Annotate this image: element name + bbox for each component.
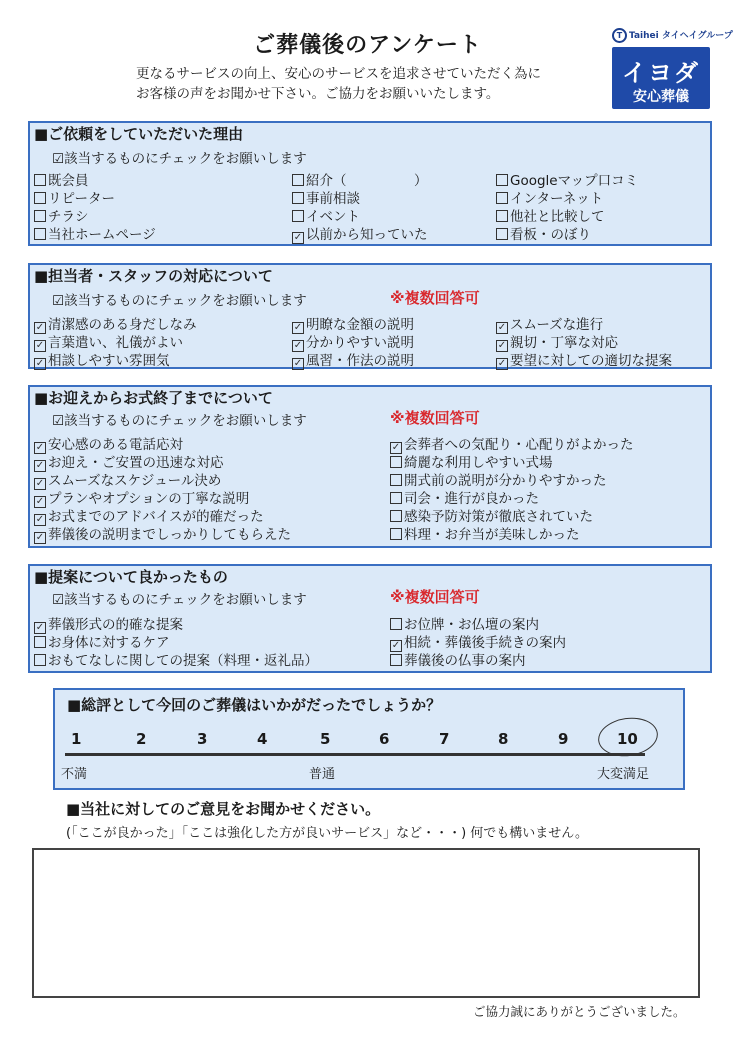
checkbox-icon: ✓ (35, 622, 45, 633)
checkbox-item[interactable]: ✓ 明瞭な金額の説明 (293, 317, 414, 333)
checkbox-item[interactable]: ✓ 風習・作法の説明 (293, 353, 414, 369)
checkbox-icon: ✓ (497, 358, 507, 369)
checkbox-item[interactable]: お位牌・お仏壇の案内 (390, 613, 539, 633)
checkbox-icon (34, 210, 46, 222)
checkbox-item[interactable]: 看板・のぼり (496, 223, 591, 243)
section-ceremony (28, 385, 712, 548)
checkbox-item[interactable]: 紹介（ ） (292, 169, 428, 189)
section-staff (28, 263, 712, 369)
rating-option[interactable]: 2 (136, 730, 147, 748)
checkbox-item[interactable]: 料理・お弁当が美味しかった (390, 523, 580, 543)
section-instruction: ☑該当するものにチェックをお願いします (52, 592, 307, 608)
rating-label-high: 大変満足 (597, 767, 650, 782)
intro-text (136, 64, 541, 104)
checkbox-icon (34, 636, 46, 648)
checkbox-item[interactable]: ✓ 会葬者への気配り・心配りがよかった (391, 437, 634, 453)
multiple-answers-note: ※複数回答可 (390, 588, 480, 606)
checkbox-icon: ✓ (391, 442, 401, 453)
checkbox-icon (292, 192, 304, 204)
checkbox-icon: ✓ (35, 460, 45, 471)
checkbox-icon (496, 228, 508, 240)
logo-box (612, 47, 710, 109)
checkbox-item[interactable]: ✓ 要望に対しての適切な提案 (497, 353, 672, 369)
checkbox-item[interactable]: ✓ お式までのアドバイスが的確だった (35, 509, 264, 525)
checkbox-item[interactable]: お身体に対するケア (34, 631, 170, 651)
logo-group-label: T Taihei タイヘイグループ (612, 28, 712, 43)
thanks-message: ご協力誠にありがとうございました。 (473, 1004, 686, 1019)
checkbox-icon: ✓ (35, 340, 45, 351)
checkbox-item[interactable]: リピーター (34, 187, 115, 207)
rating-option[interactable]: 7 (439, 730, 450, 748)
rating-option[interactable]: 9 (558, 730, 569, 748)
checkbox-icon (496, 174, 508, 186)
checkbox-icon (390, 510, 402, 522)
logo-sub-text: 安心葬儀 (633, 89, 689, 105)
checkbox-icon: ✓ (293, 232, 303, 243)
rating-label-low: 不満 (61, 767, 88, 782)
checkbox-icon (390, 456, 402, 468)
section-instruction: ☑該当するものにチェックをお願いします (52, 413, 307, 429)
checkbox-icon (390, 618, 402, 630)
checkbox-icon (390, 654, 402, 666)
rating-option[interactable]: 10 (617, 730, 638, 748)
checkbox-item[interactable]: ✓ 相続・葬儀後手続きの案内 (391, 635, 566, 651)
intro-line-1: 更なるサービスの向上、安心のサービスを追求させていただく為に (136, 66, 541, 82)
checkbox-icon (390, 474, 402, 486)
section-reason (28, 121, 712, 246)
checkbox-icon: ✓ (497, 322, 507, 333)
checkbox-item[interactable]: ✓ 清潔感のある身だしなみ (35, 317, 197, 333)
company-logo (612, 28, 733, 110)
checkbox-item[interactable]: 開式前の説明が分かりやすかった (390, 469, 607, 489)
opinion-textarea[interactable] (32, 848, 700, 998)
checkbox-item[interactable]: 葬儀後の仏事の案内 (390, 649, 526, 669)
checkbox-icon (496, 210, 508, 222)
checkbox-icon (390, 492, 402, 504)
taihei-mark-icon: T (612, 28, 627, 43)
checkbox-icon: ✓ (497, 340, 507, 351)
rating-option[interactable]: 4 (257, 730, 268, 748)
rating-option[interactable]: 1 (71, 730, 82, 748)
checkbox-item[interactable]: ✓ 以前から知っていた (293, 227, 428, 243)
checkbox-item[interactable]: 事前相談 (292, 187, 360, 207)
rating-option[interactable]: 3 (197, 730, 208, 748)
checkbox-icon (292, 210, 304, 222)
checkbox-item[interactable]: 他社と比較して (496, 205, 605, 225)
checkbox-item[interactable]: ✓ スムーズなスケジュール決め (35, 473, 222, 489)
checkbox-item[interactable]: イベント (292, 205, 360, 225)
checkbox-item[interactable]: おもてなしに関しての提案（料理・返礼品） (34, 649, 318, 669)
checkbox-item[interactable]: 当社ホームページ (34, 223, 156, 243)
checkbox-item[interactable]: ✓ 分かりやすい説明 (293, 335, 414, 351)
checkbox-item[interactable]: ✓ プランやオプションの丁寧な説明 (35, 491, 250, 507)
checkbox-icon (390, 528, 402, 540)
checkbox-item[interactable]: ✓ 親切・丁寧な対応 (497, 335, 618, 351)
checkbox-icon: ✓ (293, 322, 303, 333)
checkbox-item[interactable]: 既会員 (34, 169, 89, 189)
checkbox-item[interactable]: ✓ 葬儀後の説明までしっかりしてもらえた (35, 527, 291, 543)
section-heading: ■お迎えからお式終了までについて (34, 389, 273, 407)
intro-line-2: お客様の声をお聞かせ下さい。ご協力をお願いいたします。 (136, 86, 500, 102)
checkbox-icon: ✓ (293, 358, 303, 369)
overall-rating-section (53, 688, 685, 790)
section-heading: ■担当者・スタッフの対応について (34, 267, 273, 285)
logo-main-text: イヨダ (622, 59, 700, 87)
checkbox-icon: ✓ (35, 478, 45, 489)
checkbox-item[interactable]: チラシ (34, 205, 89, 225)
checkbox-item[interactable]: 感染予防対策が徹底されていた (390, 505, 593, 525)
rating-scale-line (65, 753, 645, 756)
checkbox-item[interactable]: ✓ 安心感のある電話応対 (35, 437, 183, 453)
checkbox-icon (34, 174, 46, 186)
checkbox-icon: ✓ (35, 514, 45, 525)
multiple-answers-note: ※複数回答可 (390, 289, 480, 307)
section-heading: ■ご依頼をしていただいた理由 (34, 125, 244, 143)
checkbox-icon: ✓ (35, 532, 45, 543)
checkbox-icon: ✓ (293, 340, 303, 351)
checkbox-icon: ✓ (35, 358, 45, 369)
checkbox-icon: ✓ (35, 322, 45, 333)
checkbox-icon: ✓ (35, 442, 45, 453)
rating-question: ■総評として今回のご葬儀はいかがだったでしょうか？ (67, 696, 442, 714)
checkbox-icon: ✓ (35, 496, 45, 507)
checkbox-item[interactable]: Googleマップ口コミ (496, 169, 638, 189)
checkbox-icon (34, 228, 46, 240)
opinion-heading: ■当社に対してのご意見をお聞かせください。 (66, 800, 381, 818)
checkbox-icon (292, 174, 304, 186)
rating-option[interactable]: 6 (379, 730, 390, 748)
checkbox-icon (34, 654, 46, 666)
section-instruction: ☑該当するものにチェックをお願いします (52, 151, 307, 167)
multiple-answers-note: ※複数回答可 (390, 409, 480, 427)
rating-option[interactable]: 8 (498, 730, 509, 748)
checkbox-item[interactable]: ✓ 言葉遣い、礼儀がよい (35, 335, 183, 351)
checkbox-item[interactable]: インターネット (496, 187, 603, 207)
checkbox-icon: ✓ (391, 640, 401, 651)
section-proposal (28, 564, 712, 673)
section-instruction: ☑該当するものにチェックをお願いします (52, 293, 307, 309)
page-title: ご葬儀後のアンケート (253, 33, 482, 58)
checkbox-item[interactable]: ✓ 相談しやすい雰囲気 (35, 353, 170, 369)
checkbox-icon (34, 192, 46, 204)
checkbox-item[interactable]: 司会・進行が良かった (390, 487, 539, 507)
checkbox-icon (496, 192, 508, 204)
checkbox-item[interactable]: ✓ スムーズな進行 (497, 317, 604, 333)
section-heading: ■提案について良かったもの (34, 568, 228, 586)
rating-option[interactable]: 5 (320, 730, 331, 748)
opinion-subtext: (「ここが良かった」「ここは強化した方が良いサービス」など・・・) 何でも構いません。 (66, 826, 589, 841)
checkbox-item[interactable]: ✓ 葬儀形式の的確な提案 (35, 617, 183, 633)
checkbox-item[interactable]: ✓ お迎え・ご安置の迅速な対応 (35, 455, 224, 471)
rating-label-mid: 普通 (309, 767, 336, 782)
checkbox-item[interactable]: 綺麗な利用しやすい式場 (390, 451, 553, 471)
